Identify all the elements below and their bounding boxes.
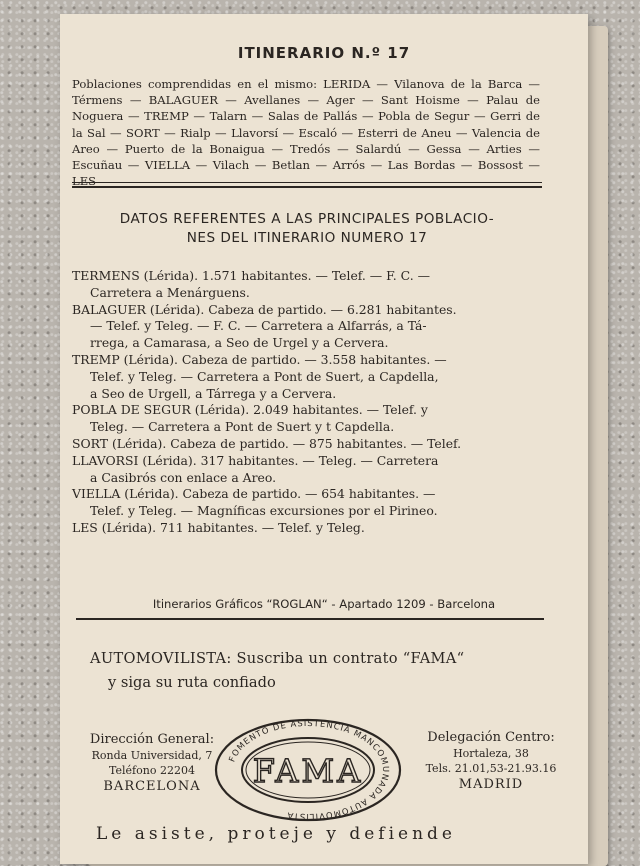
itinerary-card bbox=[60, 14, 588, 864]
fama-seal-logo bbox=[213, 718, 403, 822]
delegacion-city: MADRID bbox=[458, 776, 524, 792]
datos-line: rrega, a Camarasa, a Seo de Urgel y a Cervera. bbox=[90, 335, 389, 351]
seal-center-text: FAMA bbox=[252, 752, 364, 790]
datos-line: VIELLA (Lérida). Cabeza de partido. — 654 habitantes. — bbox=[72, 486, 436, 502]
direccion-phone: Teléfono 22204 bbox=[109, 764, 195, 777]
slogan: Le asiste, proteje y defiende bbox=[96, 824, 456, 844]
ad-subline: y siga su ruta confiado bbox=[108, 674, 276, 691]
datos-line: BALAGUER (Lérida). Cabeza de partido. — 6.281 habitantes. bbox=[72, 301, 457, 317]
seal-ring-text: FOMENTO DE ASISTENCIA MANCOMUNADA AUTOMOVILISTA bbox=[226, 718, 392, 822]
datos-heading bbox=[72, 210, 542, 248]
datos-line: a Casibrós con enlace a Areo. bbox=[90, 469, 277, 485]
datos-line: a Seo de Urgell, a Tárrega y a Cervera. bbox=[90, 385, 337, 401]
delegacion-phones: Tels. 21.01,53-21.93.16 bbox=[425, 762, 557, 775]
datos-line: Carretera a Menárguens. bbox=[90, 284, 250, 300]
direccion-city: BARCELONA bbox=[103, 778, 201, 794]
datos-line: Telef. y Teleg. — Magníficas excursiones por el Pirineo. bbox=[90, 503, 438, 519]
direccion-label: Dirección General: bbox=[89, 732, 215, 747]
datos-line: SORT (Lérida). Cabeza de partido. — 875 habitantes. — Telef. bbox=[72, 435, 462, 451]
datos-entries bbox=[72, 268, 542, 537]
delegacion-centro bbox=[406, 730, 576, 792]
datos-heading-line-2: NES DEL ITINERARIO NUMERO 17 bbox=[186, 230, 428, 246]
datos-line: LLAVORSI (Lérida). 317 habitantes. — Teleg. — Carretera bbox=[72, 452, 439, 468]
direccion-address: Ronda Universidad, 7 bbox=[91, 748, 213, 762]
towns-list: Poblaciones comprendidas en el mismo: LERIDA — Vilanova de la Barca — Térmens — BALAGUER — Avellanes — Ager — Sant Hoisme — Palau de Noguera — TREMP — Talarn — Salas de Pallás — Pobla de Segur — Gerri de la Sal — SORT — Rialp — Llavorsí — Escaló — Esterri de Aneu — Valencia de Areo — Puerto de la Bonaigua — Tredós — Salardú — Gessa — Arties — Escuñau — VIELLA — Vilach — Betlan — Arrós — Las Bordas — Bossost — bbox=[72, 77, 540, 173]
delegacion-address: Hortaleza, 38 bbox=[453, 746, 529, 760]
divider-thin bbox=[72, 182, 542, 183]
datos-line: Teleg. — Carretera a Pont de Suert y t Capdella. bbox=[90, 419, 395, 435]
delegacion-label: Delegación Centro: bbox=[427, 730, 555, 745]
datos-line: LES (Lérida). 711 habitantes. — Telef. y Teleg. bbox=[72, 519, 365, 535]
divider-footer bbox=[76, 618, 544, 620]
direccion-general bbox=[72, 732, 232, 794]
datos-line: Telef. y Teleg. — Carretera a Pont de Suert, a Capdella, bbox=[90, 368, 439, 384]
divider-thick bbox=[72, 186, 542, 188]
datos-heading-line-1: DATOS REFERENTES A LAS PRINCIPALES POBLACIO- bbox=[119, 211, 495, 227]
datos-line: POBLA DE SEGUR (Lérida). 2.049 habitantes. — Telef. y bbox=[72, 402, 428, 418]
ad-headline: AUTOMOVILISTA: Suscriba un contrato “FAMA“ bbox=[90, 650, 465, 667]
datos-line: TERMENS (Lérida). 1.571 habitantes. — Telef. — F. C. — bbox=[72, 268, 430, 283]
itinerary-title: ITINERARIO N.º 17 bbox=[237, 44, 411, 62]
publisher-line: Itinerarios Gráficos “ROGLAN“ - Apartado 1209 - Barcelona bbox=[152, 597, 496, 611]
datos-line: TREMP (Lérida). Cabeza de partido. — 3.558 habitantes. — bbox=[72, 351, 447, 367]
datos-line: — Telef. y Teleg. — F. C. — Carretera a Alfarrás, a Tá- bbox=[90, 318, 427, 334]
